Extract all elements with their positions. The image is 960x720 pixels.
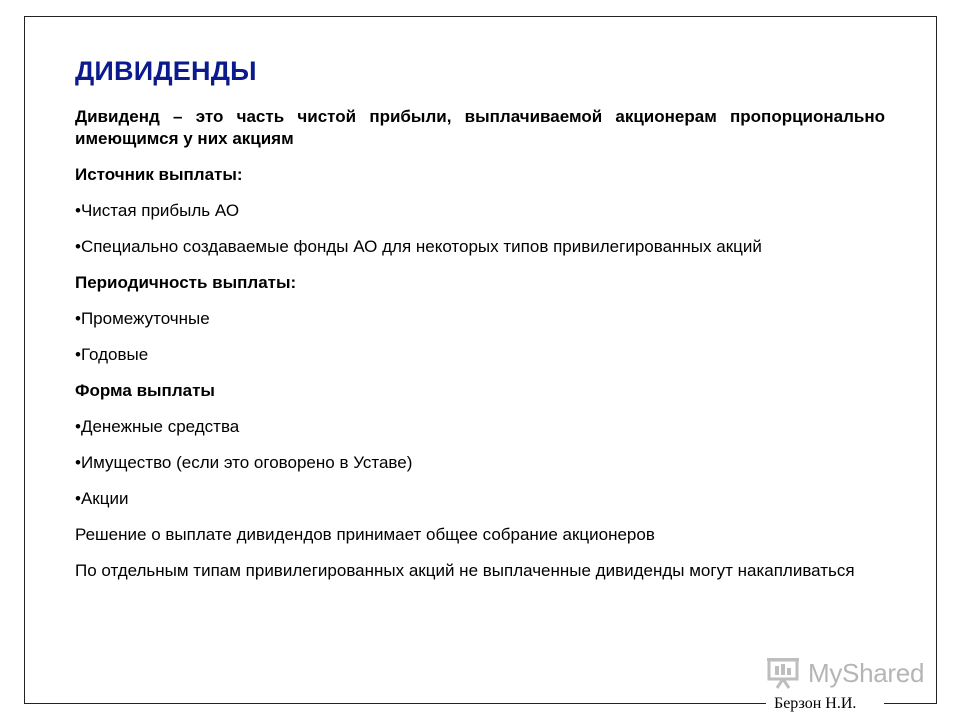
period-item: •Годовые [75,345,149,364]
watermark-logo [766,654,926,692]
presentation-icon [766,656,804,690]
slide-title: ДИВИДЕНДЫ [75,56,257,86]
decision-text: Решение о выплате дивидендов принимает общее собрание акционеров [75,525,655,544]
source-heading: Источник выплаты: [75,165,243,184]
definition-text: Дивиденд – это часть чистой прибыли, выплачиваемой акционерам пропорционально имеющимся у них акциям [75,107,885,148]
form-heading: Форма выплаты [75,381,215,400]
watermark-text: MyShared [808,657,925,688]
slide-content [75,106,885,596]
source-item: •Чистая прибыль АО [75,201,240,220]
period-item: •Промежуточные [75,309,210,328]
source-item: •Специально создаваемые фонды АО для некоторых типов привилегированных акций [75,237,762,256]
author-name: Берзон Н.И. [774,695,857,712]
form-item: •Акции [75,489,129,508]
accumulation-text: По отдельным типам привилегированных акций не выплаченные дивиденды могут накапливаться [75,561,855,580]
form-item: •Имущество (если это оговорено в Уставе) [75,453,413,472]
period-heading: Периодичность выплаты: [75,273,297,292]
form-item: •Денежные средства [75,417,240,436]
